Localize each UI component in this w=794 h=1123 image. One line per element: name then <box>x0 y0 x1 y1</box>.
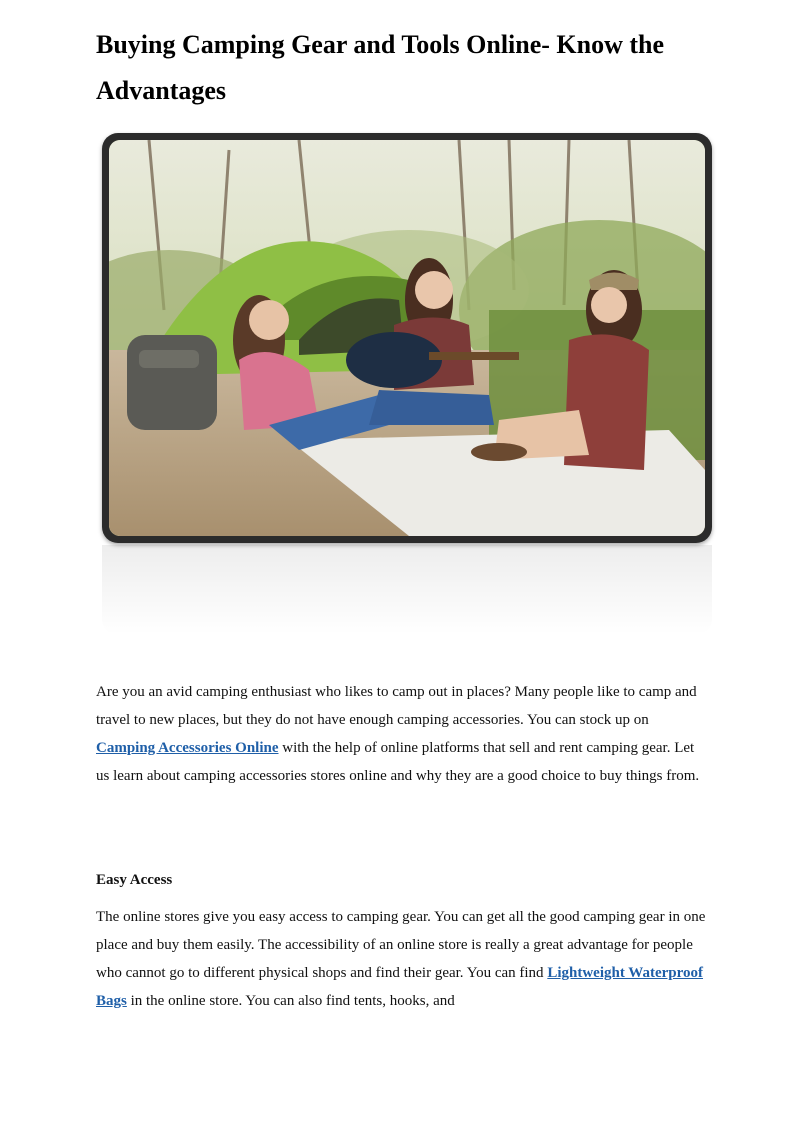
section-heading-easy-access: Easy Access <box>96 872 173 888</box>
camping-photo <box>109 140 705 536</box>
image-reflection <box>102 545 712 635</box>
page-title: Buying Camping Gear and Tools Online- Know the Advantages <box>96 30 665 105</box>
easy-access-text-start: The online stores give you easy access to camping gear. You can get all the good camping gear in one place and buy them easily. The accessibility of an online store is really a great advantage for people who cannot go to different physical shops and find their gear. You can find <box>96 909 706 981</box>
camping-scene-illustration <box>109 140 705 536</box>
easy-access-text-end: in the online store. You can also find tents, hooks, and <box>126 993 455 1009</box>
intro-text-start: Are you an avid camping enthusiast who likes to camp out in places? Many people like to camp and travel to new places, but they do not have enough camping accessories. You can stock up on <box>96 684 697 728</box>
hero-image-frame <box>102 133 712 543</box>
camping-accessories-link[interactable]: Camping Accessories Online <box>96 740 279 756</box>
easy-access-paragraph <box>96 903 706 1015</box>
waterproof-bags-link[interactable]: Lightweight Waterproof Bags <box>96 965 704 1009</box>
intro-text-end: with the help of online platforms that sell and rent camping gear. Let us learn about camping accessories stores online and why they are a good choice to buy things from. <box>96 740 700 784</box>
intro-paragraph <box>96 678 706 790</box>
